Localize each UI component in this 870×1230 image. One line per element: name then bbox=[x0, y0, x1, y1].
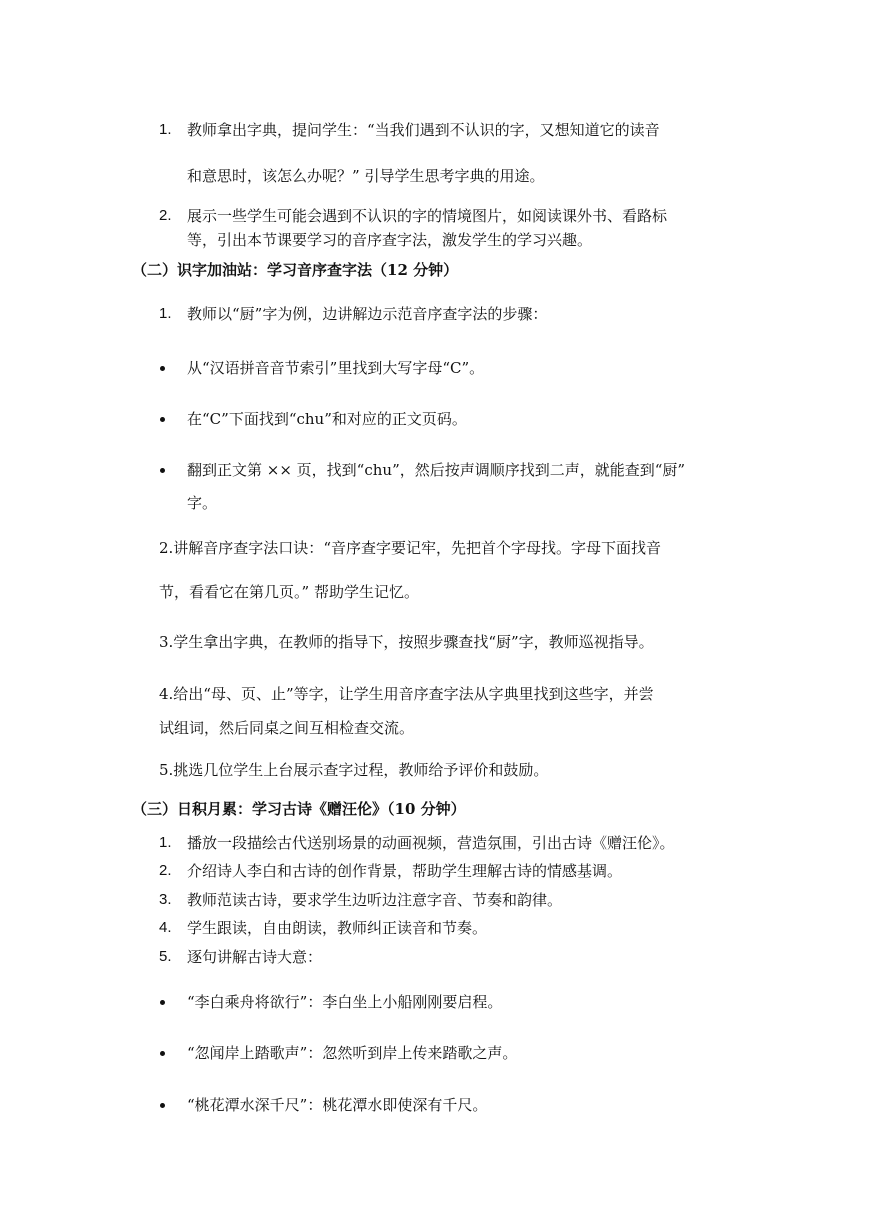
bullet-text: “李白乘舟将欲行”：李白坐上小船刚刚要启程。 bbox=[187, 993, 503, 1011]
paragraph-text: 3.学生拿出字典，在教师的指导下，按照步骤查找“厨”字，教师巡视指导。 bbox=[159, 633, 654, 651]
list-item-text: 教师范读古诗，要求学生边听边注意字音、节奏和韵律。 bbox=[187, 891, 563, 909]
bullet-text: “桃花潭水深千尺”：桃花潭水即使深有千尺。 bbox=[187, 1096, 488, 1114]
paragraph-text: 试组词，然后同桌之间互相检查交流。 bbox=[159, 719, 415, 737]
list-item-text: 播放一段描绘古代送别场景的动画视频，营造氛围，引出古诗《赠汪伦》。 bbox=[187, 834, 675, 852]
list-item-text: 教师拿出字典，提问学生：“当我们遇到不认识的字，又想知道它的读音 bbox=[187, 121, 660, 139]
paragraph-text: 5.挑选几位学生上台展示查字过程，教师给予评价和鼓励。 bbox=[159, 761, 549, 779]
list-number: 1. bbox=[159, 305, 172, 322]
bullet-text: 翻到正文第 ×× 页，找到“chu”，然后按声调顺序找到二声，就能查到“厨” bbox=[187, 461, 686, 479]
list-number: 4. bbox=[159, 919, 172, 936]
bullet-text: 字。 bbox=[187, 494, 218, 512]
bullet-icon bbox=[160, 1103, 165, 1108]
list-item-text: 等，引出本节课要学习的音序查字法，激发学生的学习兴趣。 bbox=[187, 231, 593, 249]
list-number: 2. bbox=[159, 207, 172, 224]
list-item-text: 逐句讲解古诗大意： bbox=[187, 948, 323, 966]
list-number: 3. bbox=[159, 891, 172, 908]
bullet-icon bbox=[160, 1051, 165, 1056]
list-number: 1. bbox=[159, 121, 172, 138]
paragraph-text: 4.给出“母、页、止”等字，让学生用音序查字法从字典里找到这些字，并尝 bbox=[159, 685, 654, 703]
bullet-icon bbox=[160, 366, 165, 371]
bullet-icon bbox=[160, 1000, 165, 1005]
list-number: 1. bbox=[159, 834, 172, 851]
list-item-text: 展示一些学生可能会遇到不认识的字的情境图片，如阅读课外书、看路标 bbox=[187, 207, 668, 225]
bullet-icon bbox=[160, 468, 165, 473]
list-item-text: 和意思时，该怎么办呢？” 引导学生思考字典的用途。 bbox=[187, 167, 545, 185]
list-number: 5. bbox=[159, 948, 172, 965]
paragraph-text: 2.讲解音序查字法口诀：“音序查字要记牢，先把首个字母找。字母下面找音 bbox=[159, 539, 661, 557]
bullet-text: “忽闻岸上踏歌声”：忽然听到岸上传来踏歌之声。 bbox=[187, 1044, 518, 1062]
section-heading: （二）识字加油站：学习音序查字法（12 分钟） bbox=[132, 261, 459, 279]
list-item-text: 学生跟读，自由朗读，教师纠正读音和节奏。 bbox=[187, 919, 488, 937]
bullet-text: 从“汉语拼音音节索引”里找到大写字母“C”。 bbox=[187, 359, 485, 377]
bullet-icon bbox=[160, 417, 165, 422]
paragraph-text: 节，看看它在第几页。” 帮助学生记忆。 bbox=[159, 583, 419, 601]
bullet-text: 在“C”下面找到“chu”和对应的正文页码。 bbox=[187, 410, 467, 428]
list-number: 2. bbox=[159, 862, 172, 879]
section-heading: （三）日积月累：学习古诗《赠汪伦》（10 分钟） bbox=[132, 800, 466, 818]
list-item-text: 介绍诗人李白和古诗的创作背景，帮助学生理解古诗的情感基调。 bbox=[187, 862, 623, 880]
list-item-text: 教师以“厨”字为例，边讲解边示范音序查字法的步骤： bbox=[187, 305, 548, 323]
